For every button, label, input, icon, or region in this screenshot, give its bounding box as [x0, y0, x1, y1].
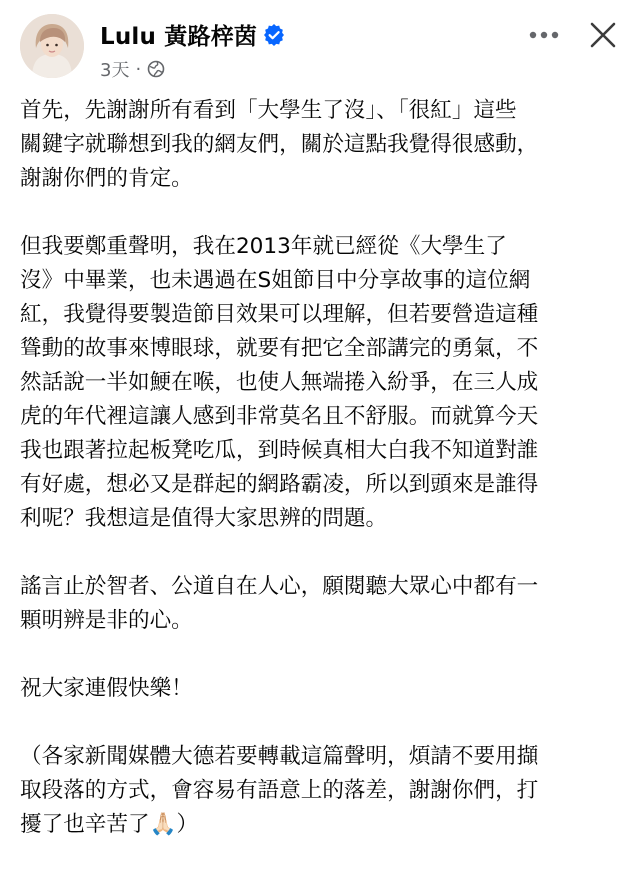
post-text-line: 顆明辨是非的心。	[20, 608, 193, 633]
post-paragraph	[20, 672, 630, 706]
more-options-icon	[529, 31, 559, 39]
post-text-line: 有好處，想必又是群起的網路霸凌，所以到頭來是誰得	[20, 472, 539, 497]
more-options-button[interactable]	[522, 20, 566, 50]
close-button[interactable]	[584, 16, 622, 54]
author-name[interactable]: Lulu 黃路梓茵	[100, 24, 258, 50]
verified-badge-icon	[263, 24, 285, 46]
author-row	[100, 18, 285, 51]
post-meta	[100, 56, 165, 82]
post-text-line: 紅，我覺得要製造節目效果可以理解，但若要營造這種	[20, 302, 539, 327]
post-text-line: 首先，先謝謝所有看到「大學生了沒」、「很紅」這些	[20, 98, 517, 123]
post-body	[20, 94, 630, 876]
post-text-line: （各家新聞媒體大德若要轉載這篇聲明，煩請不要用擷	[20, 744, 539, 769]
post-text-line: 謝謝你們的肯定。	[20, 166, 193, 191]
post-text-line: 我也跟著拉起板凳吃瓜，到時候真相大白我不知道對誰	[20, 438, 539, 463]
post-text-line: 關鍵字就聯想到我的網友們，關於這點我覺得很感動，	[20, 132, 539, 157]
post-paragraph	[20, 570, 630, 638]
post-text-line: 取段落的方式，會容易有語意上的落差，謝謝你們，打	[20, 778, 539, 803]
globe-icon	[147, 60, 165, 78]
post-text-line: 虎的年代裡這讓人感到非常莫名且不舒服。而就算今天	[20, 404, 539, 429]
post-text-line: 然話說一半如鯁在喉，也使人無端捲入紛爭，在三人成	[20, 370, 539, 395]
post-header	[0, 0, 640, 92]
close-icon	[590, 22, 616, 48]
meta-separator: ·	[135, 58, 142, 80]
post-text-line: 擾了也辛苦了🙏🏻）	[20, 812, 199, 837]
post-text-line: 沒》中畢業，也未遇過在S姐節目中分享故事的這位網	[20, 268, 531, 293]
post-text-line: 謠言止於智者、公道自在人心，願閱聽大眾心中都有一	[20, 574, 539, 599]
post-paragraph	[20, 94, 630, 196]
post-text-line: 但我要鄭重聲明，我在2013年就已經從《大學生了	[20, 234, 507, 259]
post-text-line: 祝大家連假快樂！	[20, 676, 193, 701]
post-paragraph	[20, 230, 630, 536]
post-timestamp[interactable]: 3天	[100, 60, 130, 81]
avatar[interactable]	[20, 14, 84, 78]
post-text-line: 利呢？我想這是值得大家思辨的問題。	[20, 506, 388, 531]
post-paragraph	[20, 740, 630, 842]
post-text-line: 聳動的故事來博眼球，就要有把它全部講完的勇氣，不	[20, 336, 539, 361]
